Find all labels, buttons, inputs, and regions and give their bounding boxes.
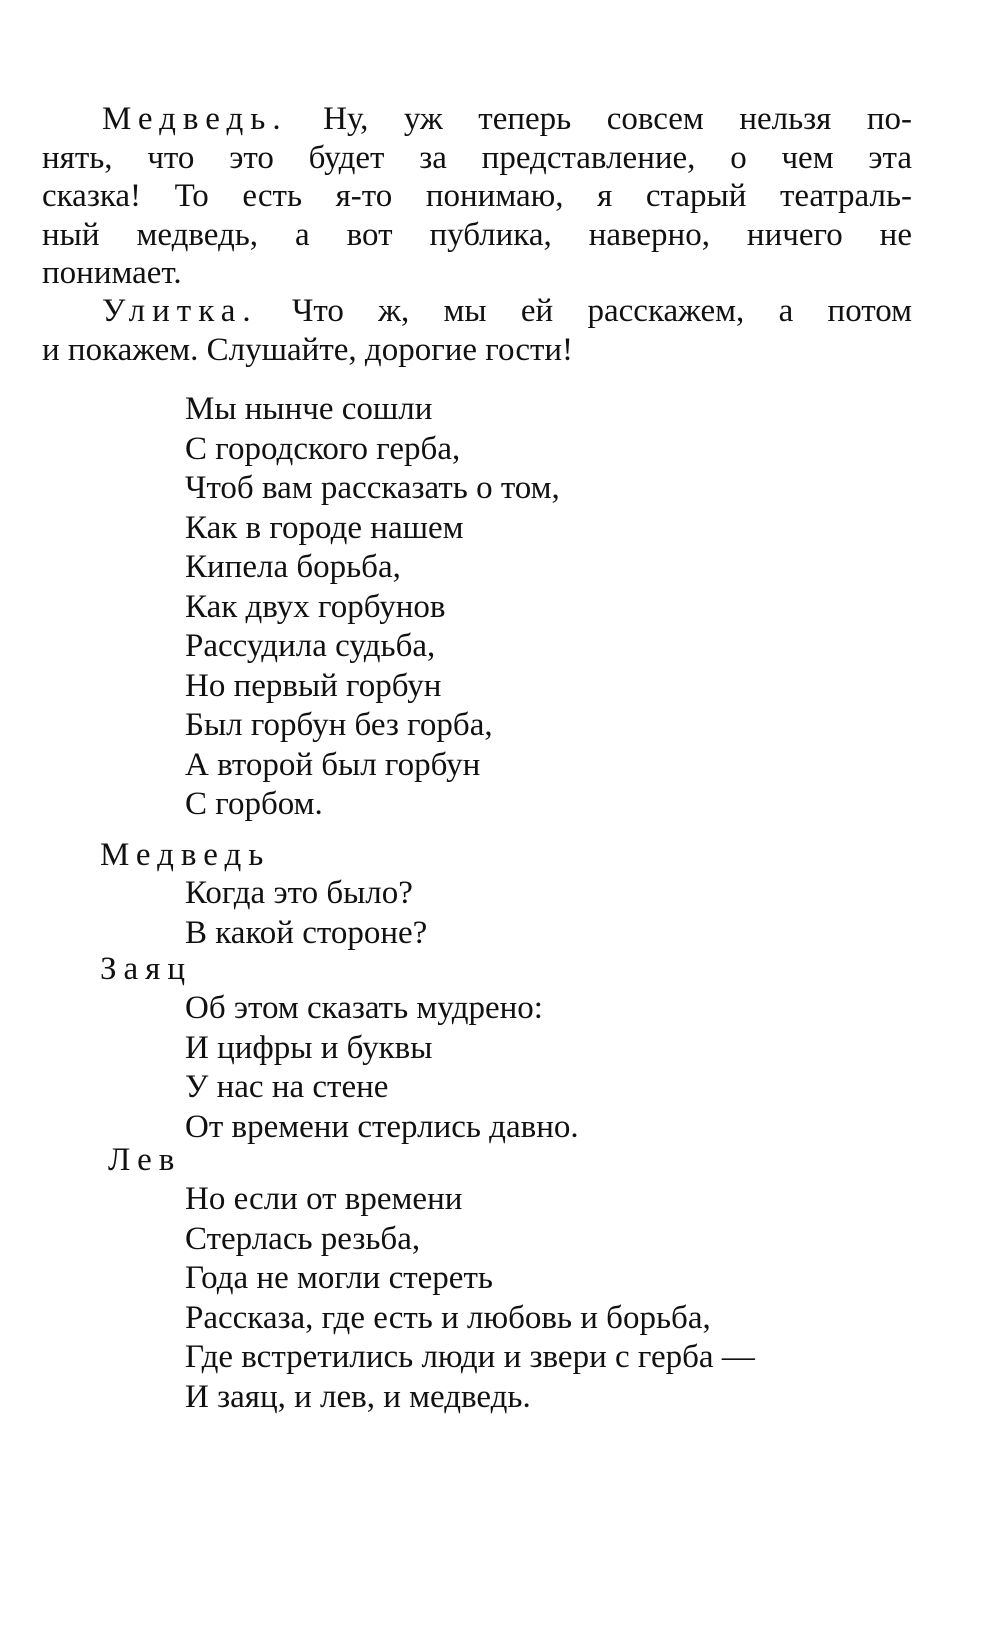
verse-line: Где встретились люди и звери с герба — xyxy=(185,1339,755,1375)
verse-line: С городского герба, xyxy=(185,430,461,467)
paragraph-line: Медведь. Ну, уж теперь совсем нельзя по- xyxy=(102,101,913,137)
verse-line: Рассказа, где есть и любовь и борьба, xyxy=(185,1299,711,1336)
verse-line: Чтоб вам рассказать о том, xyxy=(185,470,560,506)
verse-lion xyxy=(185,1180,755,1417)
verse-line: И заяц, и лев, и медведь. xyxy=(185,1378,531,1415)
verse-hare xyxy=(185,989,579,1147)
verse-line: В какой стороне? xyxy=(185,914,428,951)
verse-line: Кипела борьба, xyxy=(185,549,401,585)
verse-line: И цифры и буквы xyxy=(185,1029,433,1066)
verse-line: Но первый горбун xyxy=(185,667,442,704)
speaker-lion: Лев xyxy=(108,1142,182,1178)
paragraph-snail xyxy=(42,292,912,369)
verse-line: Об этом сказать мудрено: xyxy=(185,990,543,1026)
verse-line: Года не могли стереть xyxy=(185,1260,493,1296)
verse-line: Стерлась резьба, xyxy=(185,1220,421,1257)
paragraph-line: сказка! То есть я-то понимаю, я старый театраль- xyxy=(42,178,912,214)
verse-line: Как в городе нашем xyxy=(185,509,464,546)
verse-line: Когда это было? xyxy=(185,875,413,911)
speaker-name: Медведь. xyxy=(102,101,288,137)
verse-opening xyxy=(185,390,560,825)
paragraph-line: Улитка. Что ж, мы ей расскажем, а потом xyxy=(102,293,912,329)
speaker-bear: Медведь xyxy=(100,837,271,873)
verse-line: Был горбун без горба, xyxy=(185,707,493,743)
verse-line: А второй был горбун xyxy=(185,746,481,783)
paragraph-line: ный медведь, а вот публика, наверно, ничего не xyxy=(42,216,912,253)
paragraph-line: и покажем. Слушайте, дорогие гости! xyxy=(42,331,574,368)
verse-line: Мы нынче сошли xyxy=(185,391,433,427)
verse-line: С горбом. xyxy=(185,786,323,822)
speaker-name: Улитка. xyxy=(102,293,258,329)
paragraph-bear xyxy=(42,100,912,293)
verse-line: Рассудила судьба, xyxy=(185,628,436,664)
verse-line: От времени стерлись давно. xyxy=(185,1108,579,1145)
verse-line: Как двух горбунов xyxy=(185,588,446,625)
verse-line: У нас на стене xyxy=(185,1069,389,1105)
verse-bear xyxy=(185,874,427,953)
speaker-hare: Заяц xyxy=(100,951,193,987)
verse-line: Но если от времени xyxy=(185,1181,463,1217)
paragraph-line: нять, что это будет за представление, о чем эта xyxy=(42,139,912,176)
paragraph-line: понимает. xyxy=(42,255,182,291)
